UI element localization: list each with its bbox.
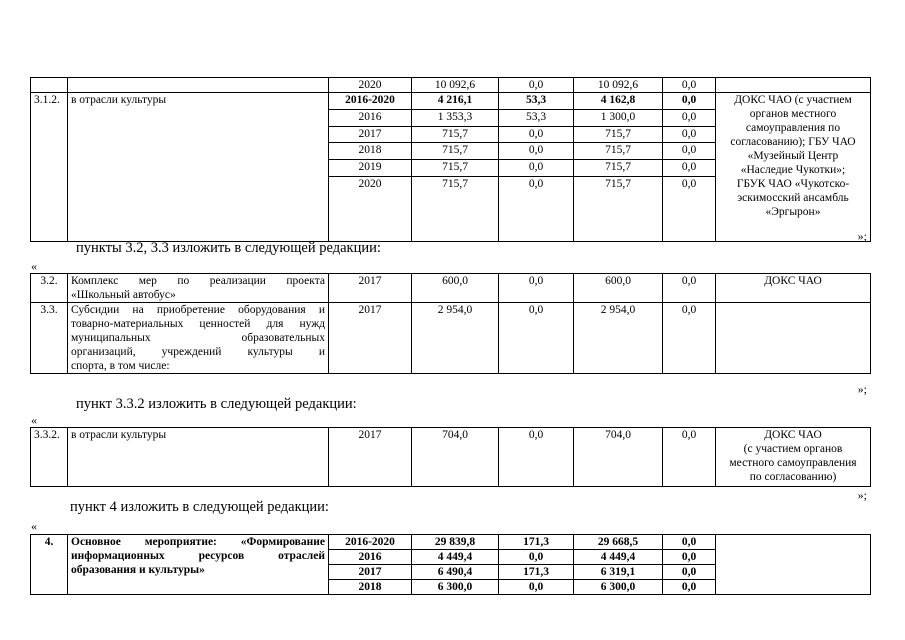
table-row: 2017 6 490,4 171,3 6 319,1 0,0 xyxy=(31,565,871,580)
opening-quote: « xyxy=(31,413,37,427)
responsible-cell: ДОКС ЧАО (с участием органов местного самоуправления по согласованию) xyxy=(716,428,871,487)
table-row: 2017 715,7 0,0 715,7 0,0 xyxy=(31,126,871,143)
closing-quote: »; xyxy=(857,382,867,396)
table-row: 2016 1 353,3 53,3 1 300,0 0,0 xyxy=(31,109,871,126)
opening-quote: « xyxy=(31,519,37,533)
table-row: 2020 715,7 0,0 715,7 0,0 xyxy=(31,177,871,242)
instruction-paragraph: пункт 4 изложить в следующей редакции: xyxy=(70,499,329,515)
table-section-3-1-2 xyxy=(30,77,871,242)
table-section-3-3-2 xyxy=(30,427,871,487)
instruction-paragraph: пункты 3.2, 3.3 изложить в следующей редакции: xyxy=(76,240,381,256)
table-row: 2018 6 300,0 0,0 6 300,0 0,0 xyxy=(31,580,871,595)
opening-quote: « xyxy=(31,259,37,273)
table-row: 4. Основное мероприятие: «Формирование информационных ресурсов отраслей образования и культуры» 2016-2020 29 839,8 171,3 29 668,5 0,0 xyxy=(31,535,871,550)
item-name: Субсидии на приобретение оборудования и товарно-материальных ценностей для нужд муниципальных образовательных организаций, учреждений культуры и спорта, в том числе: xyxy=(68,303,329,374)
table-row: 2016 4 449,4 0,0 4 449,4 0,0 xyxy=(31,550,871,565)
instruction-paragraph: пункт 3.3.2 изложить в следующей редакции: xyxy=(76,396,357,412)
table-sections-3-2-3-3 xyxy=(30,273,871,374)
table-row: 3.3.2. в отрасли культуры 2017 704,0 0,0 704,0 0,0 ДОКС ЧАО (с участием органов местного самоуправления по согласованию) xyxy=(31,428,871,487)
responsible-cell: ДОКС ЧАО (с участием органов местного самоуправления по согласованию); ГБУ ЧАО «Музейный Центр «Наследие Чукотки»; ГБУК ЧАО «Чукотско- эскимосский ансамбль «Эргырон» xyxy=(716,93,871,242)
item-name: в отрасли культуры xyxy=(68,93,329,242)
table-row: 3.1.2. в отрасли культуры 2016-2020 4 216,1 53,3 4 162,8 0,0 ДОКС ЧАО (с участием органов местного самоуправления по согласованию); ГБУ ЧАО «Музейный Центр «Наследие Чукотки»; ГБУК ЧАО «Чукотско- эскимосский ансамбль «Эргырон» xyxy=(31,93,871,110)
item-name: Комплекс мер по реализации проекта «Школьный автобус» xyxy=(68,274,329,303)
table-row: 2018 715,7 0,0 715,7 0,0 xyxy=(31,143,871,160)
table-row: 2019 715,7 0,0 715,7 0,0 xyxy=(31,160,871,177)
item-name: Основное мероприятие: «Формирование информационных ресурсов отраслей образования и культуры» xyxy=(68,535,329,595)
table-row: 3.2. Комплекс мер по реализации проекта «Школьный автобус» 2017 600,0 0,0 600,0 0,0 ДОКС ЧАО xyxy=(31,274,871,303)
table-row: 3.3. Субсидии на приобретение оборудования и товарно-материальных ценностей для нужд муниципальных образовательных организаций, учреждений культуры и спорта, в том числе: 2017 2 954,0 0,0 2 954,0 0,0 xyxy=(31,303,871,374)
closing-quote: »; xyxy=(857,488,867,502)
table-section-4 xyxy=(30,534,871,595)
closing-quote: »; xyxy=(857,229,867,243)
item-number: 3.1.2. xyxy=(31,93,68,242)
table-row: 2020 10 092,6 0,0 10 092,6 0,0 xyxy=(31,78,871,93)
